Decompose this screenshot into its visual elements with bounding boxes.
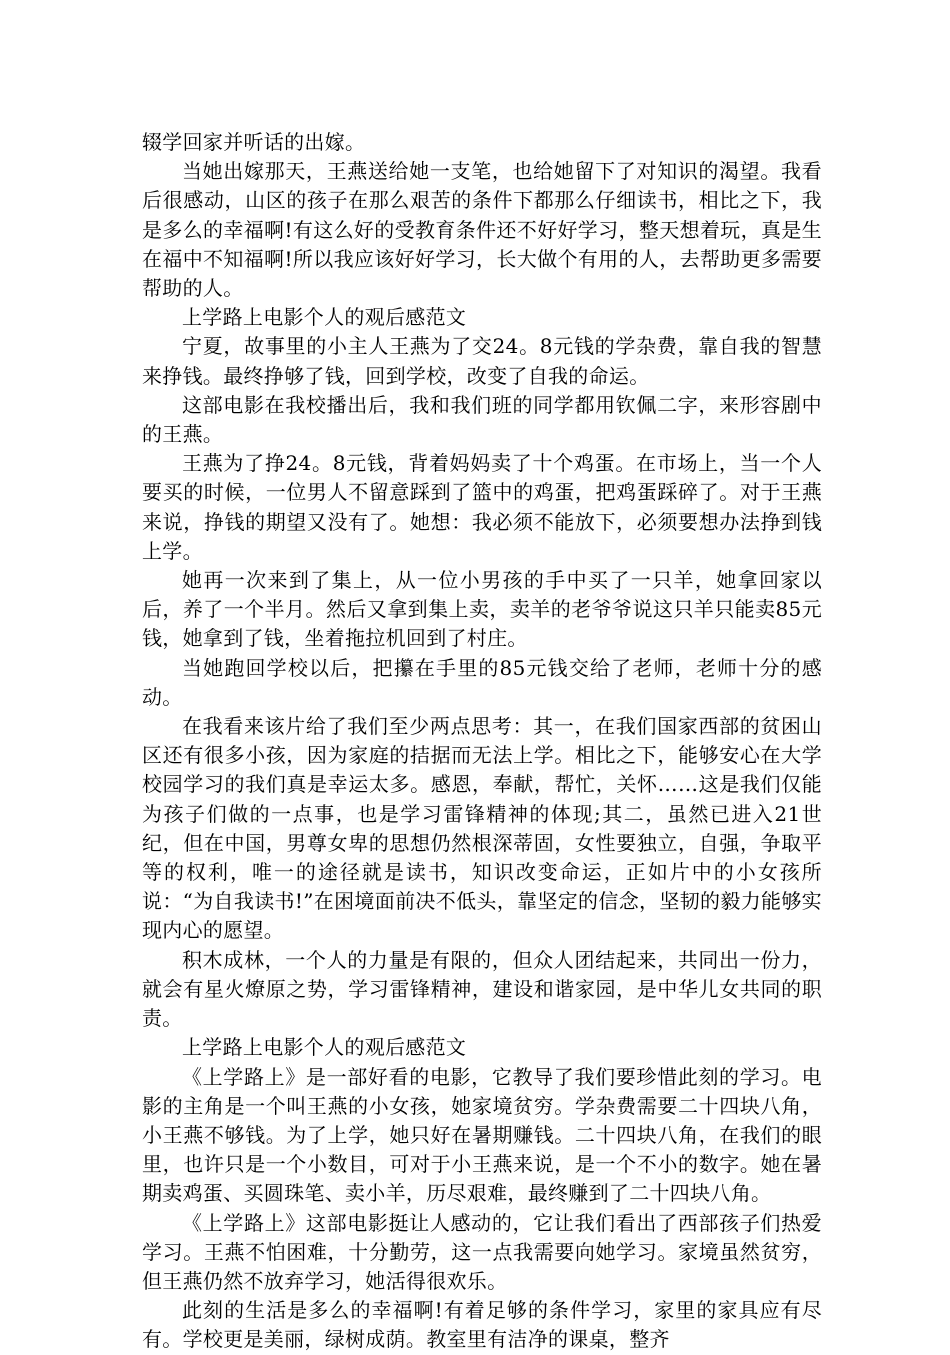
paragraph: 她再一次来到了集上，从一位小男孩的手中买了一只羊，她拿回家以后，养了一个半月。然后又拿到集上卖，卖羊的老爷爷说这只羊只能卖85元钱，她拿到了钱，坐着拖拉机回到了村庄。 <box>142 568 822 651</box>
paragraph: 在我看来该片给了我们至少两点思考：其一，在我们国家西部的贫困山区还有很多小孩，因为家庭的拮据而无法上学。相比之下，能够安心在大学校园学习的我们真是幸运太多。感恩，奉献，帮忙，关怀……这是我们仅能为孩子们做的一点事，也是学习雷锋精神的体现;其二，虽然已进入21世纪，但在中国，男尊女卑的思想仍然根深蒂固，女性要独立，自强，争取平等的权利，唯一的途径就是读书，知识改变命运，正如片中的小女孩所说：“为自我读书!”在困境面前决不低头，靠坚定的信念，坚韧的毅力能够实现内心的愿望。 <box>142 714 822 943</box>
paragraph: 辍学回家并听话的出嫁。 <box>142 130 366 154</box>
paragraph: 《上学路上》这部电影挺让人感动的，它让我们看出了西部孩子们热爱学习。王燕不怕困难，十分勤劳，这一点我需要向她学习。家境虽然贫穷，但王燕仍然不放弃学习，她活得很欢乐。 <box>142 1210 822 1293</box>
paragraph: 王燕为了挣24。8元钱，背着妈妈卖了十个鸡蛋。在市场上，当一个人要买的时候，一位男人不留意踩到了篮中的鸡蛋，把鸡蛋踩碎了。对于王燕来说，挣钱的期望又没有了。她想：我必须不能放下，必须要想办法挣到钱上学。 <box>142 451 822 563</box>
paragraph: 宁夏，故事里的小主人王燕为了交24。8元钱的学杂费，靠自我的智慧来挣钱。最终挣够了钱，回到学校，改变了自我的命运。 <box>142 334 822 388</box>
paragraph: 当她出嫁那天，王燕送给她一支笔，也给她留下了对知识的渴望。我看后很感动，山区的孩子在那么艰苦的条件下都那么仔细读书，相比之下，我是多么的幸福啊!有这么好的受教育条件还不好好学习，整天想着玩，真是生在福中不知福啊!所以我应该好好学习，长大做个有用的人，去帮助更多需要帮助的人。 <box>142 159 822 301</box>
paragraph: 积木成林，一个人的力量是有限的，但众人团结起来，共同出一份力，就会有星火燎原之势，学习雷锋精神，建设和谐家园，是中华儿女共同的职责。 <box>142 947 822 1031</box>
section-heading: 上学路上电影个人的观后感范文 <box>182 305 467 330</box>
paragraph: 《上学路上》是一部好看的电影，它教导了我们要珍惜此刻的学习。电影的主角是一个叫王燕的小女孩，她家境贫穷。学杂费需要二十四块八角，小王燕不够钱。为了上学，她只好在暑期赚钱。二十四块八角，在我们的眼里，也许只是一个小数目，可对于小王燕来说，是一个不小的数字。她在暑期卖鸡蛋、买圆珠笔、卖小羊，历尽艰难，最终赚到了二十四块八角。 <box>142 1064 822 1206</box>
document-body <box>142 128 822 1355</box>
paragraph: 当她跑回学校以后，把攥在手里的85元钱交给了老师，老师十分的感动。 <box>142 655 822 709</box>
paragraph: 这部电影在我校播出后，我和我们班的同学都用钦佩二字，来形容剧中的王燕。 <box>142 392 822 447</box>
paragraph: 此刻的生活是多么的幸福啊!有着足够的条件学习，家里的家具应有尽有。学校更是美丽，绿树成荫。教室里有洁净的课桌，整齐 <box>142 1298 822 1352</box>
section-heading: 上学路上电影个人的观后感范文 <box>182 1035 467 1060</box>
